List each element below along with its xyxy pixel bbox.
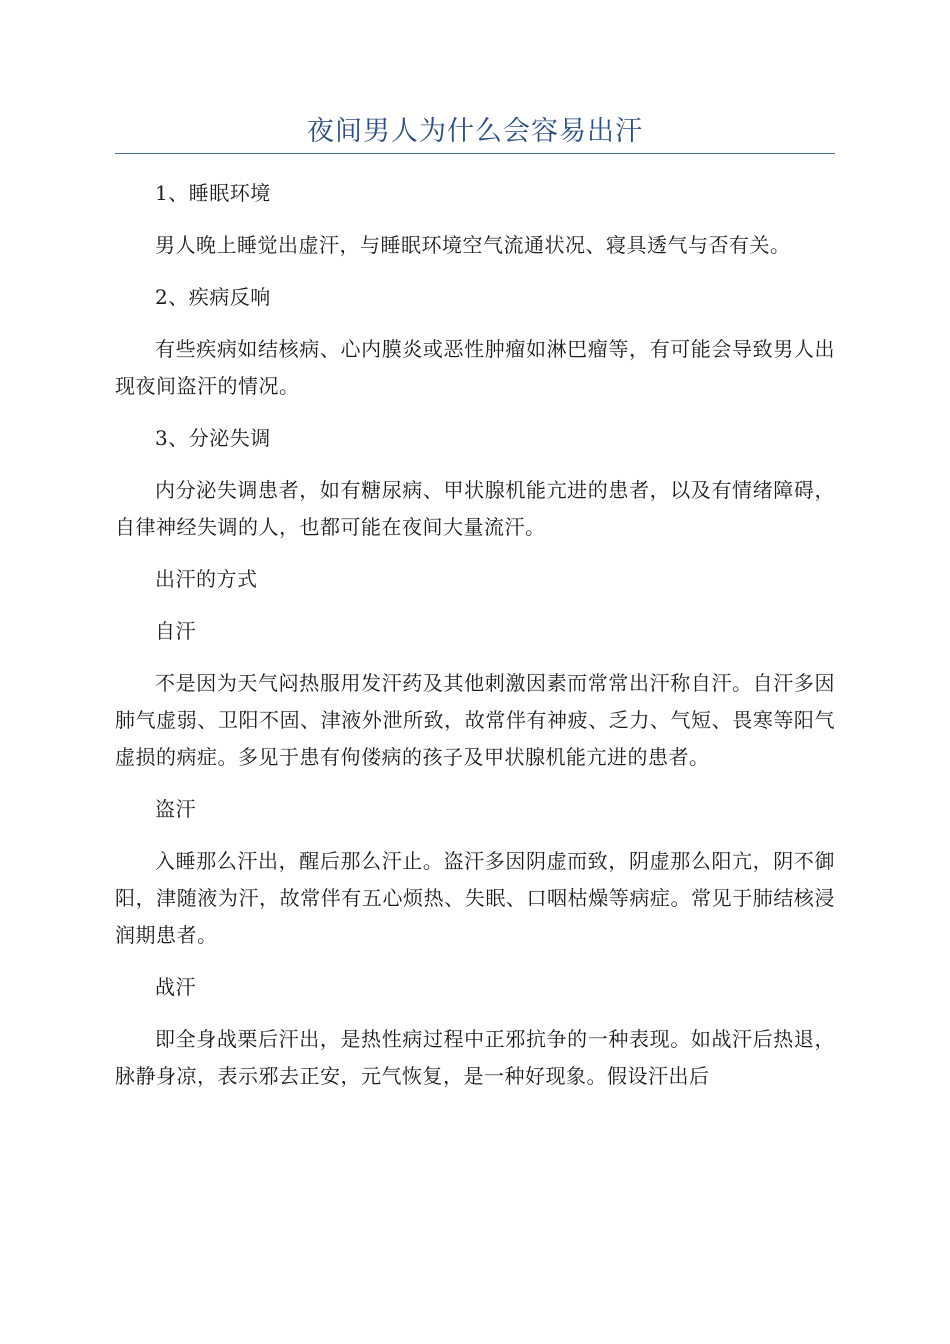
subheading-spontaneous-sweat: 自汗	[155, 619, 196, 643]
paragraph: 入睡那么汗出，醒后那么汗止。盗汗多因阴虚而致，阴虚那么阳亢，阴不御阳，津随液为汗，故常伴有五心烦热、失眠、口咽枯燥等病症。常见于肺结核浸润期患者。	[115, 849, 835, 947]
paragraph: 内分泌失调患者，如有糖尿病、甲状腺机能亢进的患者，以及有情绪障碍，自律神经失调的人，也都可能在夜间大量流汗。	[115, 478, 835, 539]
section-heading-sweating-types: 出汗的方式	[155, 567, 258, 591]
subheading-shiver-sweat: 战汗	[155, 975, 196, 999]
section-heading-disease-reaction: 2、疾病反响	[155, 285, 271, 309]
paragraph: 不是因为天气闷热服用发汗药及其他刺激因素而常常出汗称自汗。自汗多因肺气虚弱、卫阳不固、津液外泄所致，故常伴有神疲、乏力、气短、畏寒等阳气虚损的病症。多见于患有佝偻病的孩子及甲状腺机能亢进的患者。	[115, 671, 835, 769]
title-underline	[115, 153, 835, 154]
subheading-night-sweat: 盗汗	[155, 797, 196, 821]
section-heading-secretion-disorder: 3、分泌失调	[155, 426, 271, 450]
paragraph: 即全身战栗后汗出，是热性病过程中正邪抗争的一种表现。如战汗后热退，脉静身凉，表示邪去正安，元气恢复，是一种好现象。假设汗出后	[115, 1027, 835, 1088]
paragraph: 有些疾病如结核病、心内膜炎或恶性肿瘤如淋巴瘤等，有可能会导致男人出现夜间盗汗的情况。	[115, 337, 835, 398]
paragraph: 男人晚上睡觉出虚汗，与睡眠环境空气流通状况、寝具透气与否有关。	[155, 233, 791, 257]
section-heading-sleep-environment: 1、睡眠环境	[155, 181, 271, 205]
document-body	[115, 175, 835, 1110]
page-title: 夜间男人为什么会容易出汗	[307, 116, 643, 147]
